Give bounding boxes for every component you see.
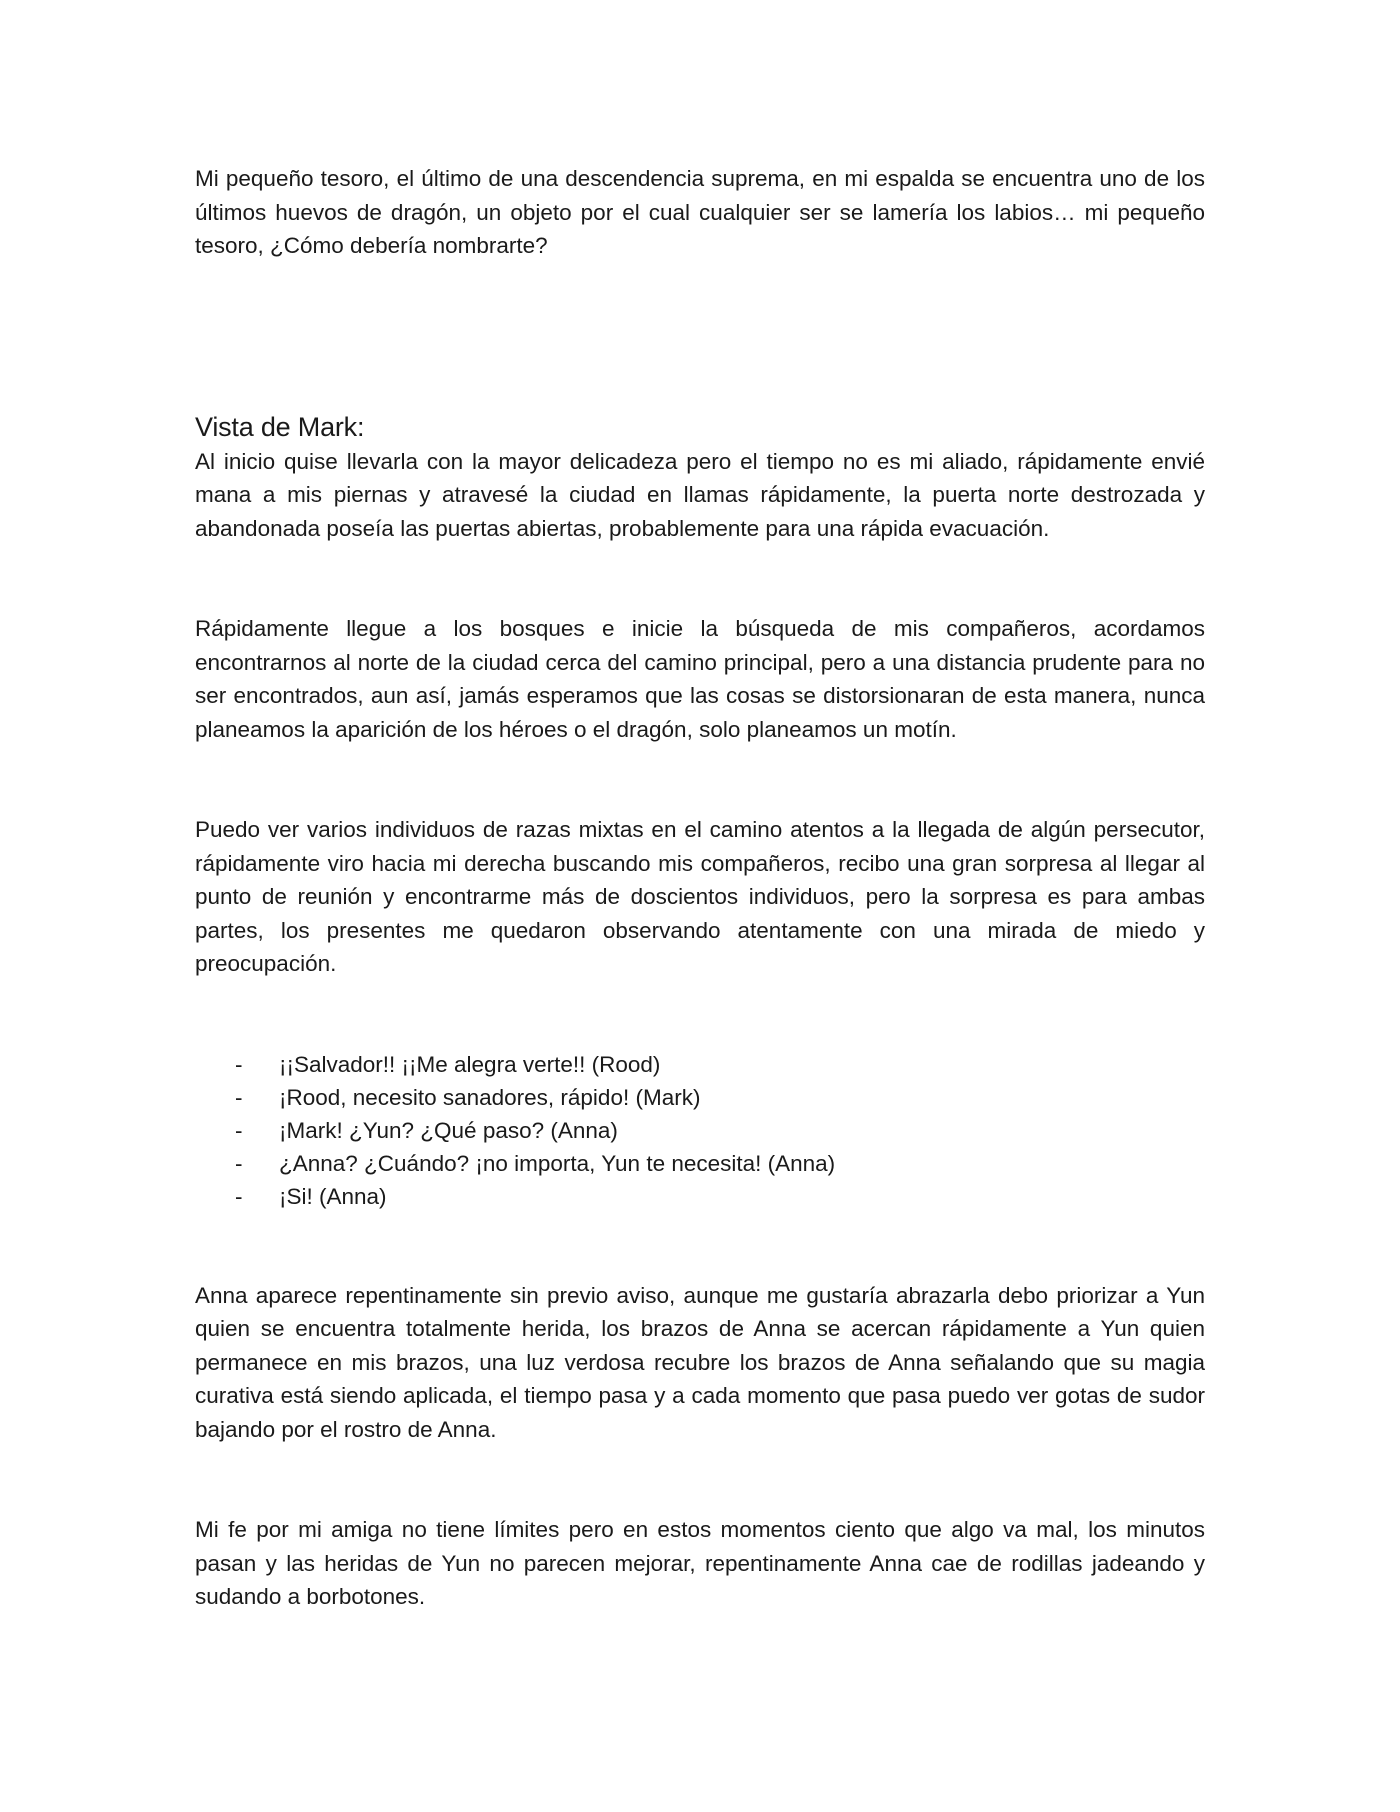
paragraph-4: Anna aparece repentinamente sin previo aviso, aunque me gustaría abrazarla debo priorizar a Yun quien se encuentra totalmente herida, los brazos de Anna se acercan rápidamente a Yun quien permanece en mis brazos, una luz verdosa recubre los brazos de Anna señalando que su magia curativa está siendo aplicada, el tiempo pasa y a cada momento que pasa puedo ver gotas de sudor bajando por el rostro de Anna. xyxy=(195,1282,1205,1442)
spacer xyxy=(195,545,1205,612)
dialog-line xyxy=(195,1048,1205,1081)
list-bullet: - xyxy=(235,1084,243,1110)
paragraph-3: Puedo ver varios individuos de razas mixtas en el camino atentos a la llegada de algún persecutor, rápidamente viro hacia mi derecha buscando mis compañeros, recibo una gran sorpresa al llegar al punto de reunión y encontrarme más de doscientos individuos, pero la sorpresa es para ambas partes, los presentes me quedaron observando atentamente con una mirada de miedo y preocupación. xyxy=(195,817,1205,976)
dialog-text: ¡¡Salvador!! ¡¡Me alegra verte!! (Rood) xyxy=(279,1051,661,1077)
spacer xyxy=(195,1446,1205,1513)
spacer xyxy=(195,981,1205,1048)
spacer xyxy=(195,1213,1205,1279)
spacer xyxy=(195,746,1205,813)
paragraph-5: Mi fe por mi amiga no tiene límites pero en estos momentos ciento que algo va mal, los minutos pasan y las heridas de Yun no parecen mejorar, repentinamente Anna cae de rodillas jadeando y sudando a borbotones. xyxy=(195,1517,1205,1609)
dialog-list xyxy=(195,1048,1205,1213)
paragraph-1: Al inicio quise llevarla con la mayor delicadeza pero el tiempo no es mi aliado, rápidamente envié mana a mis piernas y atravesé la ciudad en llamas rápidamente, la puerta norte destrozada y abandonada poseía las puertas abiertas, probablemente para una rápida evacuación. xyxy=(195,448,1205,541)
dialog-line xyxy=(195,1114,1205,1147)
dialog-line xyxy=(195,1081,1205,1114)
dialog-line xyxy=(195,1180,1205,1213)
paragraph-2: Rápidamente llegue a los bosques e inicie la búsqueda de mis compañeros, acordamos encontrarnos al norte de la ciudad cerca del camino principal, pero a una distancia prudente para no ser encontrados, aun así, jamás esperamos que las cosas se distorsionaran de esta manera, nunca planeamos la aparición de los héroes o el dragón, solo planeamos un motín. xyxy=(195,616,1205,742)
list-bullet: - xyxy=(235,1117,243,1143)
list-bullet: - xyxy=(235,1150,243,1176)
list-bullet: - xyxy=(235,1051,243,1077)
dialog-text: ¿Anna? ¿Cuándo? ¡no importa, Yun te necesita! (Anna) xyxy=(279,1150,836,1176)
dialog-text: ¡Si! (Anna) xyxy=(279,1183,387,1209)
section-heading: Vista de Mark: xyxy=(195,411,365,442)
spacer xyxy=(195,263,1205,409)
list-bullet: - xyxy=(235,1183,243,1209)
dialog-text: ¡Rood, necesito sanadores, rápido! (Mark) xyxy=(279,1084,701,1110)
document-body xyxy=(195,162,1205,1614)
intro-paragraph: Mi pequeño tesoro, el último de una descendencia suprema, en mi espalda se encuentra uno de los últimos huevos de dragón, un objeto por el cual cualquier ser se lamería los labios… mi pequeño tesoro, ¿Cómo debería nombrarte? xyxy=(195,166,1205,258)
dialog-line xyxy=(195,1147,1205,1180)
dialog-text: ¡Mark! ¿Yun? ¿Qué paso? (Anna) xyxy=(279,1117,618,1143)
